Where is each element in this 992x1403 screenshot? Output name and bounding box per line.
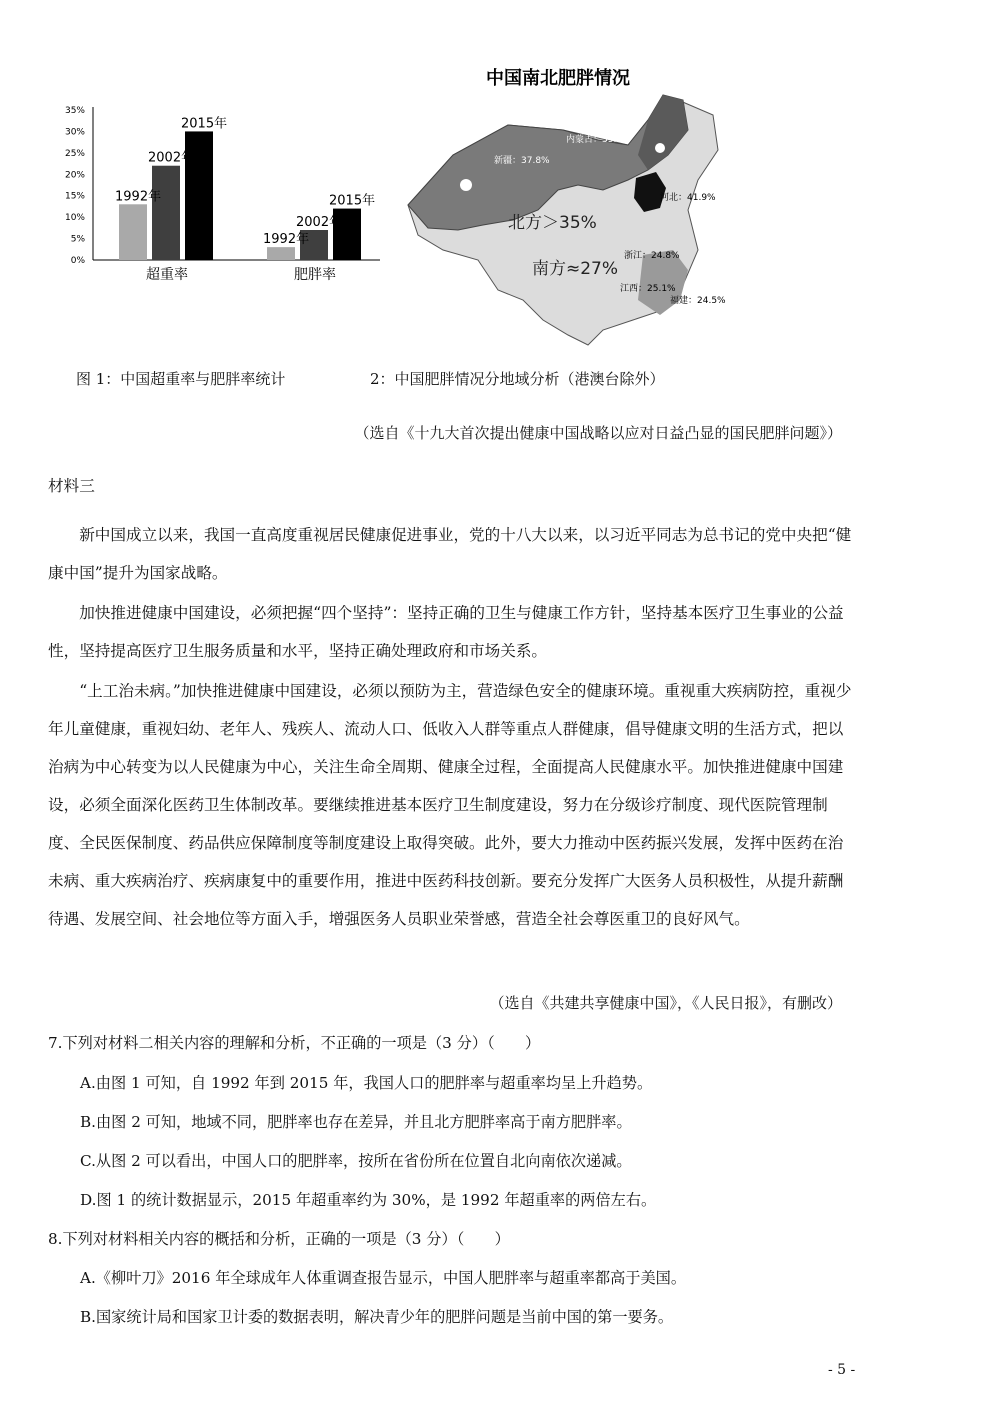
series-label: 2015年 — [329, 193, 376, 209]
material3-heading: 材料三 — [48, 477, 95, 495]
question-7-option-c: C.从图 2 可以看出，中国人口的肥胖率，按所在省份所在位置自北向南依次递减。 — [80, 1152, 632, 1170]
material3-paragraph-3: “上工治未病。”加快推进健康中国建设，必须以预防为主，营造绿色安全的健康环境。重视重大疾病防控，重视少年儿童健康，重视妇幼、老年人、残疾人、流动人口、低收入人群等重点人群健康，倡导健康文明的生活方式，把以治病为中心转变为以人民健康为中心，关注生命全周期、健康全过程，全面提高人民健康水平。加快推进健康中国建设，必须全面深化医药卫生体制改革。要继续推进基本医疗卫生制度建设，努力在分级诊疗制度、现代医院管理制度、全民医保制度、药品供应保障制度等制度建设上取得突破。此外，要大力推动中医药振兴发展，发挥中医药在治未病、重大疾病治疗、疾病康复中的重要作用，推进中医药科技创新。要充分发挥广大医务人员积极性，从提升薪酬待遇、发展空间、社会地位等方面入手，增强医务人员职业荣誉感，营造全社会尊医重卫的良好风气。 — [48, 682, 852, 928]
bar-1-0 — [267, 247, 295, 260]
label-fujian: 福建：24.5% — [670, 296, 726, 306]
y-tick-label: 25% — [64, 148, 85, 159]
series-label: 1992年 — [115, 189, 162, 205]
map-title: 中国南北肥胖情况 — [486, 68, 630, 89]
label-xinjiang: 新疆：37.8% — [494, 156, 550, 166]
series-label: 1992年 — [263, 232, 310, 248]
series-label: 2002年 — [296, 215, 343, 230]
neimenggu-marker — [655, 143, 665, 153]
y-tick-label: 30% — [64, 127, 85, 138]
category-label: 超重率 — [146, 267, 188, 283]
question-7-stem: 7.下列对材料二相关内容的理解和分析，不正确的一项是（3 分）（ ） — [48, 1034, 541, 1052]
source-material2: （选自《十九大首次提出健康中国战略以应对日益凸显的国民肥胖问题》） — [354, 424, 842, 442]
question-8-option-a: A.《柳叶刀》2016 年全球成年人体重调查报告显示，中国人肥胖率与超重率都高于美国。 — [80, 1269, 687, 1287]
question-8-stem: 8.下列对材料相关内容的概括和分析，正确的一项是（3 分）（ ） — [48, 1230, 510, 1248]
material3-paragraph-2: 加快推进健康中国建设，必须把握“四个坚持”：坚持正确的卫生与健康工作方针，坚持基本医疗卫生事业的公益性，坚持提高医疗卫生服务质量和水平，坚持正确处理政府和市场关系。 — [48, 604, 844, 660]
label-hebei: 河北：41.9% — [660, 193, 716, 203]
question-7-option-b: B.由图 2 可知，地域不同，肥胖率也存在差异，并且北方肥胖率高于南方肥胖率。 — [80, 1113, 632, 1131]
label-neimenggu: 内蒙古：39.6% — [566, 135, 631, 145]
question-8-option-b: B.国家统计局和国家卫计委的数据表明，解决青少年的肥胖问题是当前中国的第一要务。 — [80, 1308, 674, 1326]
y-tick-label: 35% — [64, 106, 85, 116]
question-7-option-a: A.由图 1 可知，自 1992 年到 2015 年，我国人口的肥胖率与超重率均呈上升趋势。 — [80, 1074, 653, 1092]
figure1-caption: 图 1：中国超重率与肥胖率统计 — [76, 370, 286, 388]
label-south: 南方≈27% — [532, 259, 619, 279]
question-7-option-d: D.图 1 的统计数据显示，2015 年超重率约为 30%，是 1992 年超重率的两倍左右。 — [80, 1191, 657, 1209]
source-material3: （选自《共建共享健康中国》，《人民日报》，有删改） — [489, 994, 842, 1012]
label-zhejiang: 浙江：24.8% — [624, 251, 680, 261]
label-jiangxi: 江西：25.1% — [620, 284, 676, 294]
y-tick-label: 5% — [70, 234, 85, 245]
y-tick-label: 10% — [64, 213, 85, 224]
xinjiang-marker — [460, 179, 472, 191]
page-number: - 5 - — [828, 1362, 856, 1378]
bar-0-0 — [119, 204, 147, 260]
y-tick-label: 0% — [70, 256, 85, 266]
china-obesity-map — [398, 60, 738, 360]
label-north: 北方＞35% — [508, 213, 597, 233]
material3-paragraph-1: 新中国成立以来，我国一直高度重视居民健康促进事业，党的十八大以来，以习近平同志为总书记的党中央把“健康中国”提升为国家战略。 — [48, 526, 852, 582]
bar-chart — [55, 95, 395, 295]
series-label: 2002年 — [148, 150, 195, 166]
series-label: 2015年 — [181, 116, 228, 132]
bar-0-1 — [152, 166, 180, 260]
y-tick-label: 15% — [64, 191, 85, 202]
figure2-caption: 2：中国肥胖情况分地域分析（港澳台除外） — [370, 370, 665, 388]
category-label: 肥胖率 — [294, 267, 336, 283]
y-tick-label: 20% — [64, 170, 85, 181]
